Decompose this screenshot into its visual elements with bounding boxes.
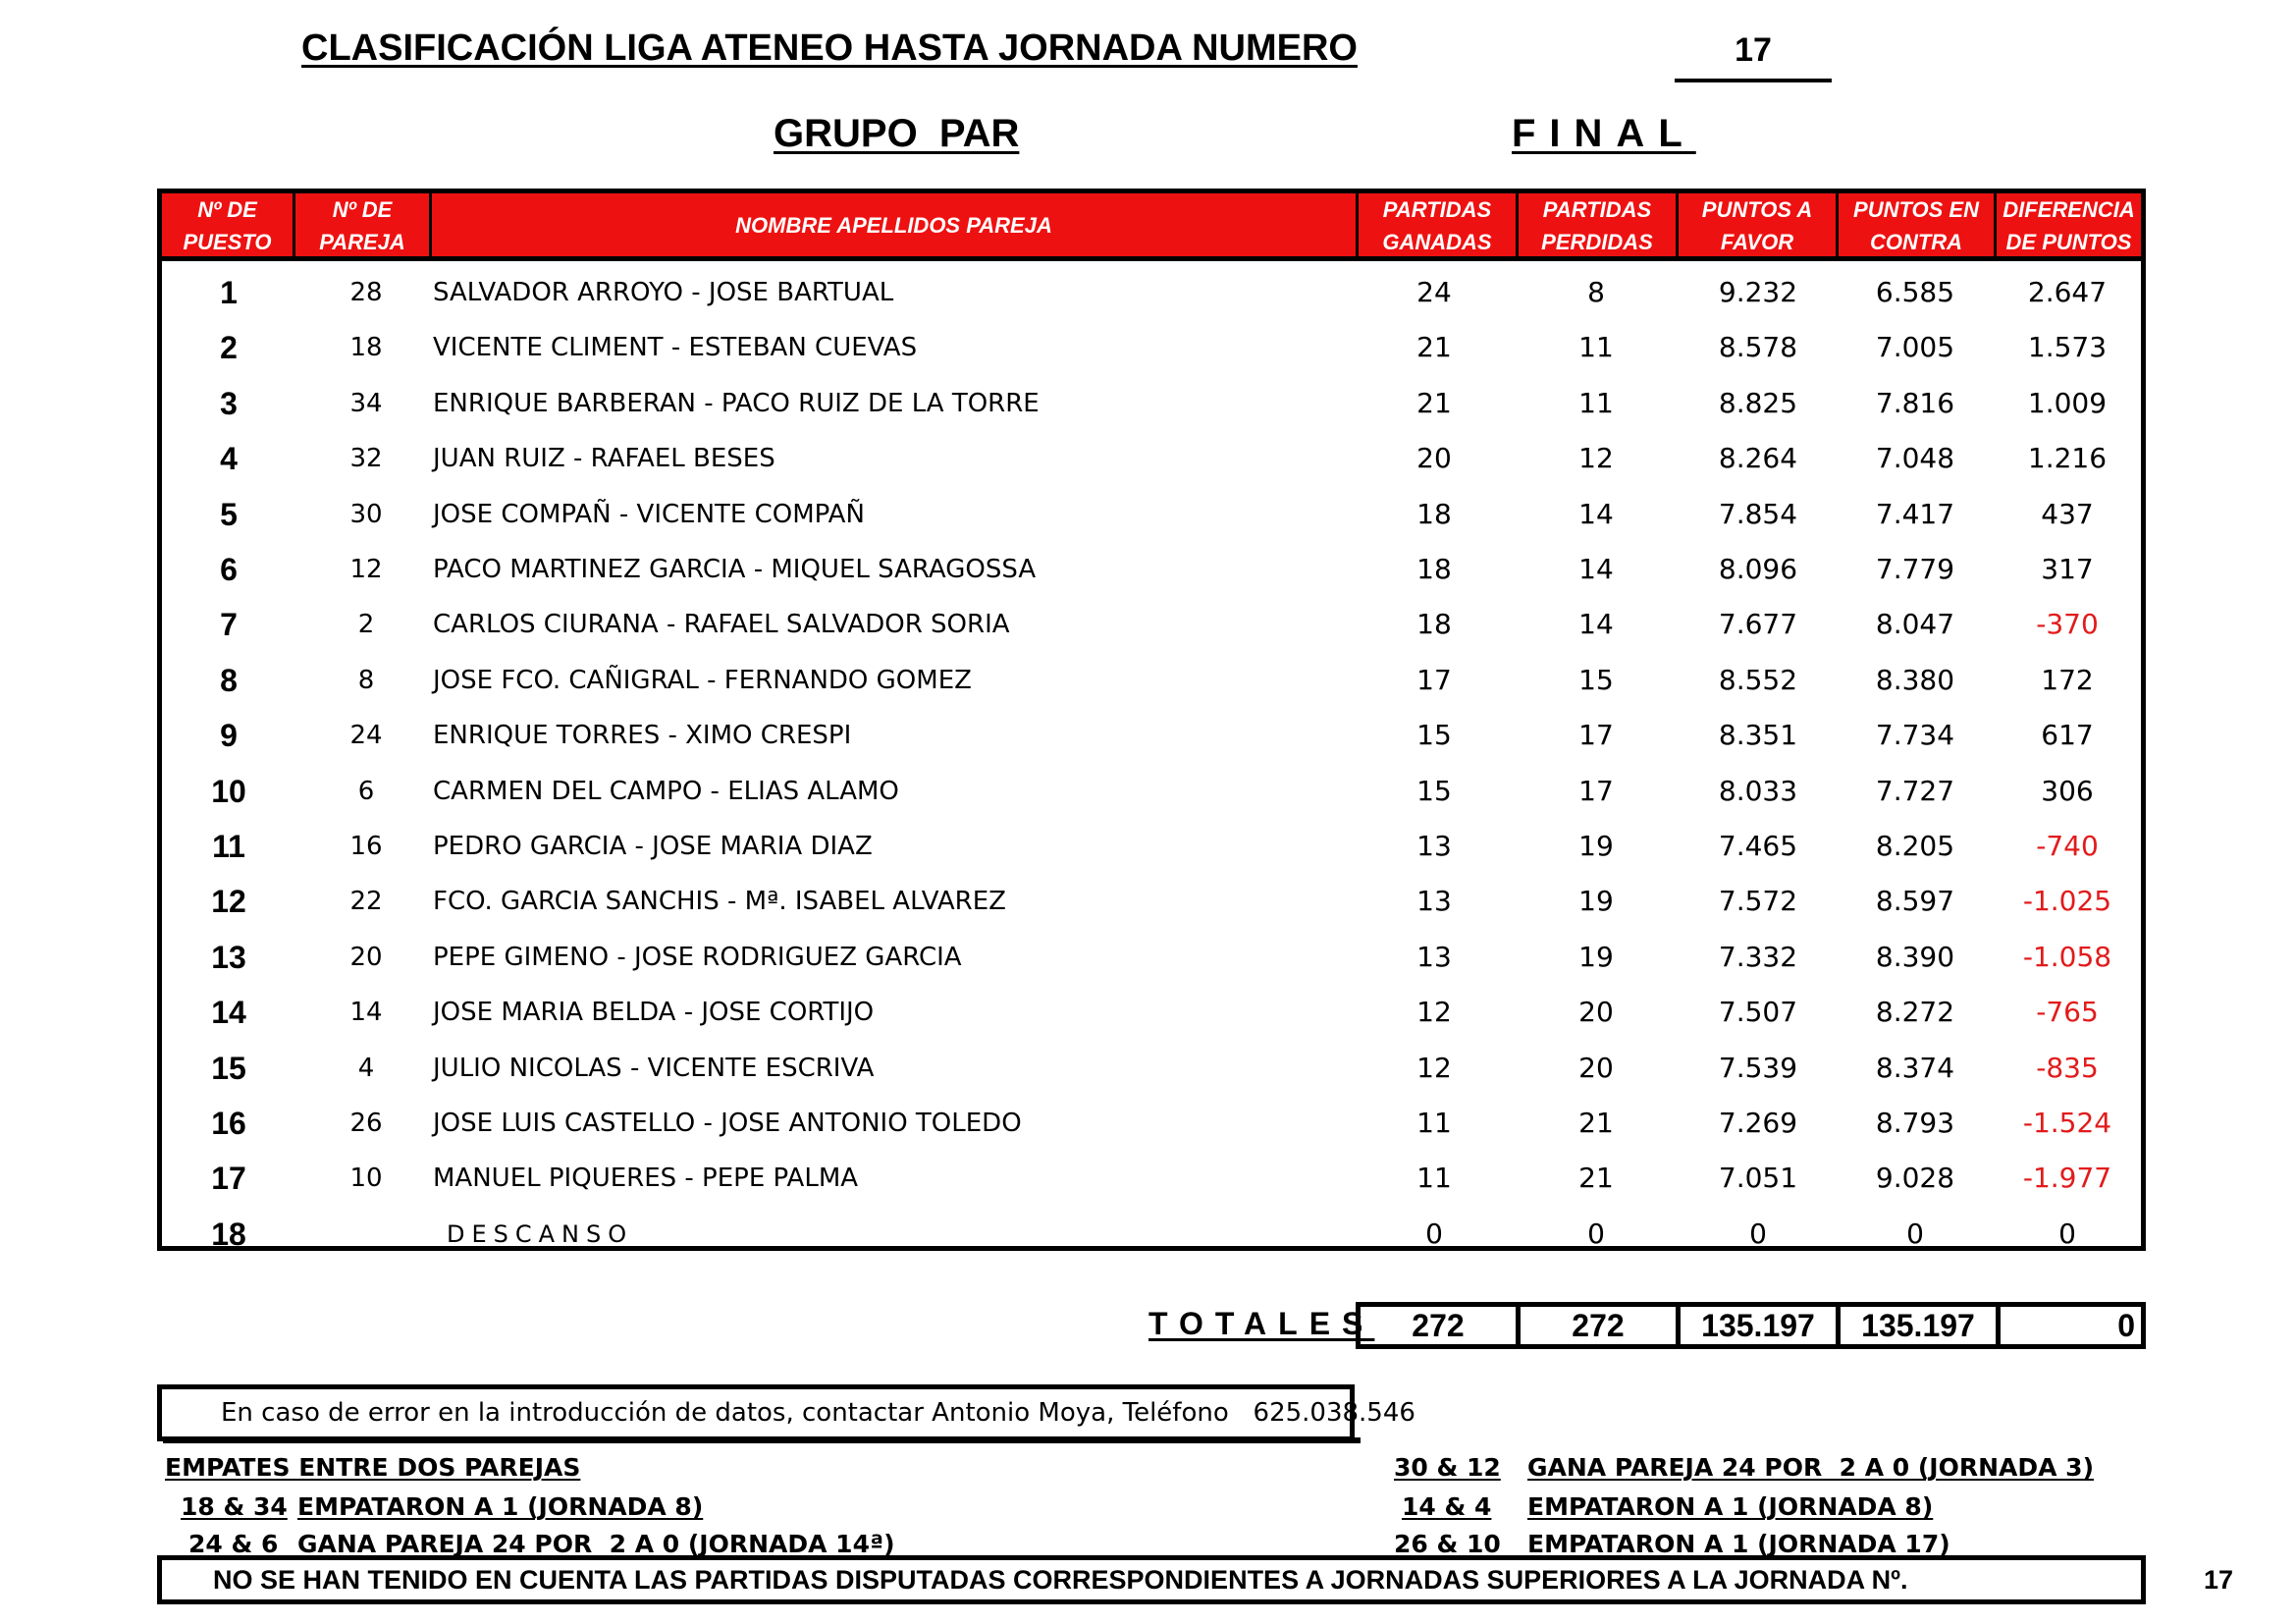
row-pair-names: JULIO NICOLAS - VICENTE ESCRIVA: [433, 1053, 875, 1083]
col-header-pareja-l1: Nº DE: [332, 196, 393, 222]
row-point-difference: -765: [2036, 996, 2099, 1029]
row-won: 13: [1416, 885, 1452, 918]
row-point-difference: -1.058: [2022, 940, 2112, 973]
col-header-puesto: [162, 193, 293, 258]
row-point-difference: 2.647: [2027, 276, 2108, 308]
row-points-for: 7.465: [1718, 830, 1798, 862]
row-points-for: 7.332: [1718, 940, 1798, 973]
table-row: [162, 1207, 2141, 1262]
row-pair-names: JOSE COMPAÑ - VICENTE COMPAÑ: [433, 499, 865, 529]
row-position: 10: [211, 773, 246, 809]
row-pair-names: JOSE FCO. CAÑIGRAL - FERNANDO GOMEZ: [433, 665, 972, 695]
row-pair-names: DESCANSO: [447, 1219, 634, 1248]
row-points-against: 8.380: [1875, 663, 1955, 696]
row-won: 13: [1416, 830, 1452, 862]
row-pair-names: ENRIQUE TORRES - XIMO CRESPI: [433, 721, 852, 751]
row-lost: 21: [1578, 1107, 1614, 1139]
col-header-ganadas-l2: GANADAS: [1382, 229, 1492, 254]
col-header-pareja-l2: PAREJA: [319, 229, 405, 254]
table-row: [162, 985, 2141, 1040]
row-pair-number: 2: [357, 610, 375, 640]
row-points-against: 8.205: [1875, 830, 1955, 862]
row-lost: 14: [1578, 497, 1614, 530]
table-row: [162, 930, 2141, 985]
row-points-for: 0: [1749, 1217, 1767, 1250]
row-points-for: 8.351: [1718, 719, 1798, 752]
row-points-for: 7.572: [1718, 885, 1798, 918]
empate-right-pair: 30 & 12: [1394, 1453, 1501, 1482]
col-header-ganadas: [1359, 193, 1516, 258]
row-points-for: 7.051: [1718, 1162, 1798, 1195]
row-won: 0: [1425, 1217, 1443, 1250]
table-row: [162, 764, 2141, 819]
row-pair-number: 34: [349, 388, 383, 418]
row-pair-names: JUAN RUIZ - RAFAEL BESES: [433, 444, 775, 474]
row-pair-number: 28: [349, 278, 383, 307]
row-pair-number: 26: [349, 1109, 383, 1138]
footer-jornada: 17: [2204, 1565, 2234, 1595]
row-lost: 19: [1578, 830, 1614, 862]
col-header-favor-l2: FAVOR: [1720, 229, 1794, 254]
row-points-against: 8.272: [1875, 996, 1955, 1029]
col-header-puesto-l1: Nº DE: [197, 196, 257, 222]
row-position: 2: [220, 330, 238, 366]
row-pair-number: 30: [349, 499, 383, 529]
row-position: 8: [220, 662, 238, 698]
row-position: 7: [220, 607, 238, 643]
row-lost: 8: [1587, 276, 1605, 308]
row-point-difference: 306: [2041, 774, 2094, 807]
row-position: 4: [220, 441, 238, 477]
row-lost: 21: [1578, 1162, 1614, 1195]
row-points-for: 7.677: [1718, 608, 1798, 641]
row-won: 21: [1416, 386, 1452, 419]
row-position: 16: [211, 1106, 246, 1141]
row-won: 15: [1416, 719, 1452, 752]
row-points-against: 0: [1906, 1217, 1924, 1250]
col-header-contra-l2: CONTRA: [1869, 229, 1963, 254]
row-point-difference: 1.009: [2027, 386, 2108, 419]
row-lost: 14: [1578, 553, 1614, 585]
table-row: [162, 653, 2141, 708]
table-row: [162, 431, 2141, 486]
table-row: [162, 320, 2141, 375]
row-points-for: 7.539: [1718, 1051, 1798, 1084]
row-won: 12: [1416, 1051, 1452, 1084]
row-pair-number: 16: [349, 832, 383, 861]
col-header-favor: [1679, 193, 1836, 258]
row-lost: 17: [1578, 774, 1614, 807]
row-won: 18: [1416, 553, 1452, 585]
col-header-diferencia-l1: DIFERENCIA: [2002, 196, 2135, 222]
row-won: 15: [1416, 774, 1452, 807]
row-position: 13: [211, 939, 246, 975]
row-points-for: 7.854: [1718, 497, 1798, 530]
row-points-for: 8.033: [1718, 774, 1798, 807]
col-header-perdidas: [1519, 193, 1676, 258]
row-point-difference: 317: [2041, 553, 2094, 585]
row-pair-names: FCO. GARCIA SANCHIS - Mª. ISABEL ALVAREZ: [433, 887, 1006, 917]
row-lost: 0: [1587, 1217, 1605, 1250]
row-points-against: 8.793: [1875, 1107, 1955, 1139]
empate-right-pair: 14 & 4: [1402, 1492, 1492, 1521]
table-row: [162, 874, 2141, 929]
row-point-difference: -370: [2036, 608, 2099, 641]
row-points-for: 8.578: [1718, 331, 1798, 364]
table-row: [162, 1151, 2141, 1206]
empate-left-pair: 24 & 6: [188, 1530, 279, 1558]
row-pair-names: CARLOS CIURANA - RAFAEL SALVADOR SORIA: [433, 610, 1010, 640]
row-position: 11: [212, 829, 245, 864]
row-lost: 12: [1578, 442, 1614, 475]
col-header-diferencia: [1997, 193, 2141, 258]
col-header-contra: [1839, 193, 1994, 258]
row-won: 18: [1416, 608, 1452, 641]
row-pair-names: VICENTE CLIMENT - ESTEBAN CUEVAS: [433, 333, 918, 363]
row-pair-number: 6: [357, 776, 375, 806]
row-position: 6: [220, 552, 238, 587]
row-lost: 19: [1578, 940, 1614, 973]
row-pair-names: SALVADOR ARROYO - JOSE BARTUAL: [433, 278, 894, 307]
row-position: 17: [211, 1161, 246, 1197]
row-lost: 17: [1578, 719, 1614, 752]
row-lost: 20: [1578, 1051, 1614, 1084]
row-points-against: 7.727: [1875, 774, 1955, 807]
row-point-difference: -835: [2036, 1051, 2099, 1084]
row-pair-names: ENRIQUE BARBERAN - PACO RUIZ DE LA TORRE: [433, 388, 1040, 418]
contact-note: En caso de error en la introducción de datos, contactar Antonio Moya, Teléfono 625.038.546: [157, 1384, 1355, 1441]
row-points-for: 7.269: [1718, 1107, 1798, 1139]
col-header-nombre: [432, 193, 1356, 258]
row-points-for: 8.825: [1718, 386, 1798, 419]
row-points-against: 8.047: [1875, 608, 1955, 641]
status-label: FINAL: [1512, 112, 1696, 155]
row-point-difference: 1.216: [2027, 442, 2108, 475]
empates-title: EMPATES ENTRE DOS PAREJAS: [165, 1453, 581, 1482]
row-points-for: 8.264: [1718, 442, 1798, 475]
row-pair-number: 22: [349, 887, 383, 917]
jornada-underline: [1675, 79, 1832, 82]
row-won: 21: [1416, 331, 1452, 364]
col-header-diferencia-l2: DE PUNTOS: [2005, 229, 2132, 254]
empate-right-text: GANA PAREJA 24 POR 2 A 0 (JORNADA 3): [1527, 1453, 2095, 1482]
row-points-against: 8.597: [1875, 885, 1955, 918]
row-points-for: 8.096: [1718, 553, 1798, 585]
row-points-for: 7.507: [1718, 996, 1798, 1029]
row-lost: 15: [1578, 663, 1614, 696]
row-point-difference: -1.025: [2022, 885, 2112, 918]
col-header-perdidas-l2: PERDIDAS: [1541, 229, 1653, 254]
col-header-favor-l1: PUNTOS A: [1701, 196, 1813, 222]
col-header-ganadas-l1: PARTIDAS: [1382, 196, 1492, 222]
row-pair-names: JOSE MARIA BELDA - JOSE CORTIJO: [433, 998, 875, 1028]
col-header-puesto-l2: PUESTO: [183, 229, 272, 254]
row-position: 15: [211, 1050, 246, 1086]
row-pair-number: 24: [349, 721, 383, 751]
total-favor: 135.197: [1676, 1302, 1841, 1349]
table-row: [162, 708, 2141, 763]
empate-left-pair: 18 & 34: [181, 1492, 288, 1521]
total-contra: 135.197: [1836, 1302, 2001, 1349]
col-header-contra-l1: PUNTOS EN: [1853, 196, 1979, 222]
row-points-for: 8.552: [1718, 663, 1798, 696]
row-point-difference: -740: [2036, 830, 2099, 862]
row-point-difference: 172: [2041, 663, 2094, 696]
row-won: 11: [1416, 1107, 1452, 1139]
row-pair-number: 4: [357, 1053, 375, 1083]
row-points-against: 6.585: [1875, 276, 1955, 308]
row-points-against: 7.005: [1875, 331, 1955, 364]
row-points-against: 8.390: [1875, 940, 1955, 973]
row-points-against: 7.048: [1875, 442, 1955, 475]
row-pair-names: PEPE GIMENO - JOSE RODRIGUEZ GARCIA: [433, 942, 962, 972]
row-points-against: 7.816: [1875, 386, 1955, 419]
footer-note-text: NO SE HAN TENIDO EN CUENTA LAS PARTIDAS DISPUTADAS CORRESPONDIENTES A JORNADAS SUPERIORES A LA JORNADA Nº.: [213, 1565, 1908, 1595]
row-pair-number: 8: [357, 665, 375, 695]
table-row: [162, 1041, 2141, 1096]
total-ganadas: 272: [1356, 1302, 1521, 1349]
row-points-against: 7.779: [1875, 553, 1955, 585]
row-points-against: 7.734: [1875, 719, 1955, 752]
col-header-pareja: [295, 193, 429, 258]
table-row: [162, 597, 2141, 652]
row-lost: 20: [1578, 996, 1614, 1029]
row-pair-names: PEDRO GARCIA - JOSE MARIA DIAZ: [433, 832, 873, 861]
row-points-for: 9.232: [1718, 276, 1798, 308]
table-row: [162, 487, 2141, 542]
row-pair-number: 20: [349, 942, 383, 972]
jornada-number: 17: [1735, 31, 1772, 69]
row-position: 18: [211, 1216, 246, 1252]
row-won: 18: [1416, 497, 1452, 530]
row-pair-names: PACO MARTINEZ GARCIA - MIQUEL SARAGOSSA: [433, 555, 1037, 584]
table-row: [162, 376, 2141, 431]
row-pair-number: 14: [349, 998, 383, 1028]
row-pair-names: CARMEN DEL CAMPO - ELIAS ALAMO: [433, 776, 899, 806]
row-position: 12: [211, 884, 246, 920]
row-lost: 19: [1578, 885, 1614, 918]
row-won: 12: [1416, 996, 1452, 1029]
row-position: 14: [211, 995, 246, 1031]
empate-left-text: GANA PAREJA 24 POR 2 A 0 (JORNADA 14ª): [297, 1530, 895, 1558]
row-lost: 11: [1578, 386, 1614, 419]
row-point-difference: -1.524: [2022, 1107, 2112, 1139]
row-won: 11: [1416, 1162, 1452, 1195]
table-row: [162, 265, 2141, 320]
empate-right-text: EMPATARON A 1 (JORNADA 8): [1527, 1492, 1934, 1521]
contact-box-shadow: [163, 1437, 1361, 1443]
row-position: 1: [220, 275, 238, 310]
row-point-difference: -1.977: [2022, 1162, 2112, 1195]
row-lost: 11: [1578, 331, 1614, 364]
empate-right-pair: 26 & 10: [1394, 1530, 1501, 1558]
row-won: 24: [1416, 276, 1452, 308]
table-row: [162, 542, 2141, 597]
empate-left-text: EMPATARON A 1 (JORNADA 8): [297, 1492, 704, 1521]
table-row: [162, 1096, 2141, 1151]
row-pair-names: MANUEL PIQUERES - PEPE PALMA: [433, 1164, 859, 1194]
row-won: 17: [1416, 663, 1452, 696]
row-pair-number: 32: [349, 444, 383, 474]
col-header-nombre-label: NOMBRE APELLIDOS PAREJA: [735, 213, 1052, 238]
row-points-against: 7.417: [1875, 497, 1955, 530]
row-point-difference: 1.573: [2027, 331, 2108, 364]
page-title: CLASIFICACIÓN LIGA ATENEO HASTA JORNADA NUMERO: [301, 27, 1358, 69]
table-row: [162, 819, 2141, 874]
row-point-difference: 437: [2041, 497, 2094, 530]
row-point-difference: 0: [2058, 1217, 2076, 1250]
row-won: 20: [1416, 442, 1452, 475]
row-pair-number: 10: [349, 1164, 383, 1194]
empate-right-text: EMPATARON A 1 (JORNADA 17): [1527, 1530, 1950, 1558]
totals-label: TOTALES: [1148, 1306, 1375, 1341]
footer-note: [157, 1555, 2234, 1604]
row-position: 9: [220, 718, 238, 754]
row-points-against: 8.374: [1875, 1051, 1955, 1084]
row-pair-number: 18: [349, 333, 383, 363]
row-pair-names: JOSE LUIS CASTELLO - JOSE ANTONIO TOLEDO: [433, 1109, 1022, 1138]
row-point-difference: 617: [2041, 719, 2094, 752]
total-perdidas: 272: [1516, 1302, 1681, 1349]
row-points-against: 9.028: [1875, 1162, 1955, 1195]
col-header-perdidas-l1: PARTIDAS: [1542, 196, 1652, 222]
row-pair-number: 12: [349, 555, 383, 584]
row-pair-number: [299, 1207, 433, 1262]
group-label: GRUPO PAR: [774, 112, 1020, 155]
row-position: 3: [220, 385, 238, 421]
total-diferencia: 0: [1996, 1302, 2146, 1349]
row-lost: 14: [1578, 608, 1614, 641]
row-won: 13: [1416, 940, 1452, 973]
row-position: 5: [220, 496, 238, 532]
